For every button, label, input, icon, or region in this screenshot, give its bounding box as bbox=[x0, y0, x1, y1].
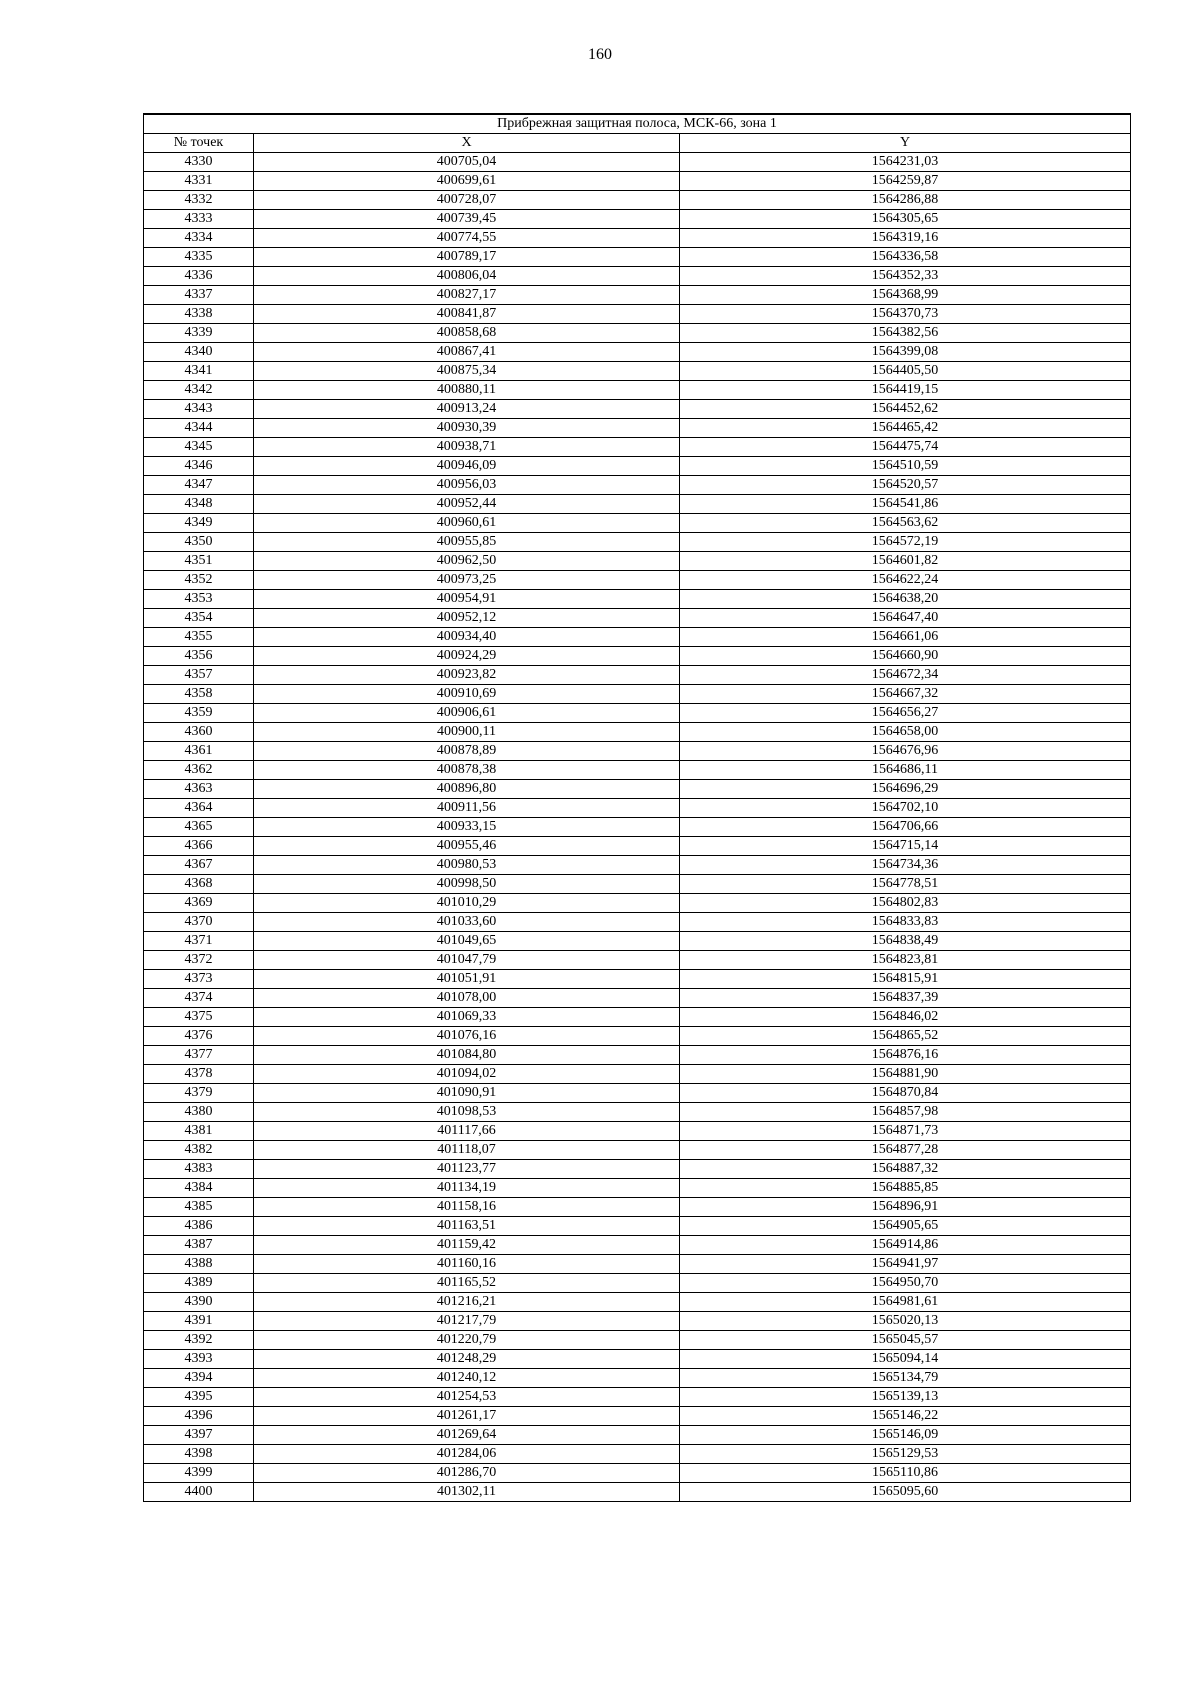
table-row bbox=[144, 590, 1131, 609]
point-number-cell: 4377 bbox=[144, 1046, 254, 1065]
y-cell: 1565146,09 bbox=[680, 1426, 1131, 1445]
table-row bbox=[144, 1255, 1131, 1274]
y-cell: 1564838,49 bbox=[680, 932, 1131, 951]
x-cell: 400875,34 bbox=[254, 362, 680, 381]
table-row bbox=[144, 1179, 1131, 1198]
point-number-cell: 4333 bbox=[144, 210, 254, 229]
table-row bbox=[144, 1198, 1131, 1217]
point-number-cell: 4337 bbox=[144, 286, 254, 305]
point-number-cell: 4341 bbox=[144, 362, 254, 381]
point-number-cell: 4362 bbox=[144, 761, 254, 780]
table-row bbox=[144, 704, 1131, 723]
point-number-cell: 4338 bbox=[144, 305, 254, 324]
point-number-cell: 4391 bbox=[144, 1312, 254, 1331]
point-number-cell: 4388 bbox=[144, 1255, 254, 1274]
point-number-cell: 4357 bbox=[144, 666, 254, 685]
y-cell: 1564676,96 bbox=[680, 742, 1131, 761]
x-cell: 401051,91 bbox=[254, 970, 680, 989]
table-row bbox=[144, 438, 1131, 457]
y-cell: 1565045,57 bbox=[680, 1331, 1131, 1350]
x-cell: 401261,17 bbox=[254, 1407, 680, 1426]
y-cell: 1564541,86 bbox=[680, 495, 1131, 514]
y-cell: 1564352,33 bbox=[680, 267, 1131, 286]
y-cell: 1564647,40 bbox=[680, 609, 1131, 628]
y-cell: 1564876,16 bbox=[680, 1046, 1131, 1065]
table-row bbox=[144, 875, 1131, 894]
column-header-x: X bbox=[254, 134, 680, 153]
x-cell: 400880,11 bbox=[254, 381, 680, 400]
point-number-cell: 4396 bbox=[144, 1407, 254, 1426]
table-row bbox=[144, 989, 1131, 1008]
table-row bbox=[144, 1122, 1131, 1141]
point-number-cell: 4365 bbox=[144, 818, 254, 837]
table-row bbox=[144, 1160, 1131, 1179]
point-number-cell: 4397 bbox=[144, 1426, 254, 1445]
table-row bbox=[144, 1331, 1131, 1350]
table-row bbox=[144, 1445, 1131, 1464]
table-row bbox=[144, 248, 1131, 267]
table-row bbox=[144, 286, 1131, 305]
x-cell: 400946,09 bbox=[254, 457, 680, 476]
point-number-cell: 4367 bbox=[144, 856, 254, 875]
table-row bbox=[144, 210, 1131, 229]
table-row bbox=[144, 1274, 1131, 1293]
point-number-cell: 4352 bbox=[144, 571, 254, 590]
table-row bbox=[144, 1141, 1131, 1160]
x-cell: 400954,91 bbox=[254, 590, 680, 609]
table-row bbox=[144, 818, 1131, 837]
table-row bbox=[144, 172, 1131, 191]
point-number-cell: 4343 bbox=[144, 400, 254, 419]
column-header-point-number: № точек bbox=[144, 134, 254, 153]
table-row bbox=[144, 856, 1131, 875]
x-cell: 400930,39 bbox=[254, 419, 680, 438]
table-row bbox=[144, 305, 1131, 324]
point-number-cell: 4371 bbox=[144, 932, 254, 951]
table-row bbox=[144, 1464, 1131, 1483]
table-row bbox=[144, 1217, 1131, 1236]
table-row bbox=[144, 1388, 1131, 1407]
y-cell: 1565139,13 bbox=[680, 1388, 1131, 1407]
point-number-cell: 4356 bbox=[144, 647, 254, 666]
y-cell: 1564715,14 bbox=[680, 837, 1131, 856]
x-cell: 401158,16 bbox=[254, 1198, 680, 1217]
point-number-cell: 4392 bbox=[144, 1331, 254, 1350]
point-number-cell: 4346 bbox=[144, 457, 254, 476]
y-cell: 1564696,29 bbox=[680, 780, 1131, 799]
y-cell: 1565110,86 bbox=[680, 1464, 1131, 1483]
x-cell: 401284,06 bbox=[254, 1445, 680, 1464]
x-cell: 401076,16 bbox=[254, 1027, 680, 1046]
y-cell: 1564419,15 bbox=[680, 381, 1131, 400]
y-cell: 1564887,32 bbox=[680, 1160, 1131, 1179]
x-cell: 400841,87 bbox=[254, 305, 680, 324]
y-cell: 1564336,58 bbox=[680, 248, 1131, 267]
x-cell: 400913,24 bbox=[254, 400, 680, 419]
point-number-cell: 4385 bbox=[144, 1198, 254, 1217]
table-row bbox=[144, 191, 1131, 210]
y-cell: 1564405,50 bbox=[680, 362, 1131, 381]
point-number-cell: 4398 bbox=[144, 1445, 254, 1464]
y-cell: 1564905,65 bbox=[680, 1217, 1131, 1236]
point-number-cell: 4342 bbox=[144, 381, 254, 400]
y-cell: 1564706,66 bbox=[680, 818, 1131, 837]
y-cell: 1564823,81 bbox=[680, 951, 1131, 970]
x-cell: 401090,91 bbox=[254, 1084, 680, 1103]
y-cell: 1564465,42 bbox=[680, 419, 1131, 438]
table-row bbox=[144, 666, 1131, 685]
x-cell: 400878,89 bbox=[254, 742, 680, 761]
table-row bbox=[144, 381, 1131, 400]
table-row bbox=[144, 742, 1131, 761]
point-number-cell: 4374 bbox=[144, 989, 254, 1008]
y-cell: 1564520,57 bbox=[680, 476, 1131, 495]
x-cell: 400923,82 bbox=[254, 666, 680, 685]
y-cell: 1564981,61 bbox=[680, 1293, 1131, 1312]
x-cell: 400699,61 bbox=[254, 172, 680, 191]
x-cell: 401094,02 bbox=[254, 1065, 680, 1084]
x-cell: 401160,16 bbox=[254, 1255, 680, 1274]
point-number-cell: 4359 bbox=[144, 704, 254, 723]
table-row bbox=[144, 343, 1131, 362]
table-row bbox=[144, 1312, 1131, 1331]
y-cell: 1564885,85 bbox=[680, 1179, 1131, 1198]
x-cell: 401269,64 bbox=[254, 1426, 680, 1445]
table-row bbox=[144, 1103, 1131, 1122]
x-cell: 401302,11 bbox=[254, 1483, 680, 1502]
y-cell: 1564368,99 bbox=[680, 286, 1131, 305]
table-row bbox=[144, 647, 1131, 666]
x-cell: 401118,07 bbox=[254, 1141, 680, 1160]
y-cell: 1565094,14 bbox=[680, 1350, 1131, 1369]
table-row bbox=[144, 1350, 1131, 1369]
table-row bbox=[144, 153, 1131, 172]
x-cell: 400858,68 bbox=[254, 324, 680, 343]
x-cell: 400806,04 bbox=[254, 267, 680, 286]
x-cell: 400956,03 bbox=[254, 476, 680, 495]
y-cell: 1564622,24 bbox=[680, 571, 1131, 590]
point-number-cell: 4389 bbox=[144, 1274, 254, 1293]
x-cell: 400900,11 bbox=[254, 723, 680, 742]
x-cell: 400906,61 bbox=[254, 704, 680, 723]
x-cell: 400980,53 bbox=[254, 856, 680, 875]
point-number-cell: 4349 bbox=[144, 514, 254, 533]
x-cell: 400739,45 bbox=[254, 210, 680, 229]
point-number-cell: 4354 bbox=[144, 609, 254, 628]
x-cell: 401098,53 bbox=[254, 1103, 680, 1122]
y-cell: 1564881,90 bbox=[680, 1065, 1131, 1084]
y-cell: 1564656,27 bbox=[680, 704, 1131, 723]
point-number-cell: 4366 bbox=[144, 837, 254, 856]
y-cell: 1564370,73 bbox=[680, 305, 1131, 324]
y-cell: 1564778,51 bbox=[680, 875, 1131, 894]
x-cell: 401117,66 bbox=[254, 1122, 680, 1141]
point-number-cell: 4381 bbox=[144, 1122, 254, 1141]
y-cell: 1564896,91 bbox=[680, 1198, 1131, 1217]
table-row bbox=[144, 1046, 1131, 1065]
x-cell: 400911,56 bbox=[254, 799, 680, 818]
y-cell: 1564660,90 bbox=[680, 647, 1131, 666]
y-cell: 1565020,13 bbox=[680, 1312, 1131, 1331]
x-cell: 401069,33 bbox=[254, 1008, 680, 1027]
coordinates-table bbox=[143, 113, 1131, 1502]
y-cell: 1564833,83 bbox=[680, 913, 1131, 932]
y-cell: 1564702,10 bbox=[680, 799, 1131, 818]
point-number-cell: 4386 bbox=[144, 1217, 254, 1236]
point-number-cell: 4344 bbox=[144, 419, 254, 438]
y-cell: 1564837,39 bbox=[680, 989, 1131, 1008]
x-cell: 400955,46 bbox=[254, 837, 680, 856]
x-cell: 401084,80 bbox=[254, 1046, 680, 1065]
point-number-cell: 4340 bbox=[144, 343, 254, 362]
y-cell: 1564319,16 bbox=[680, 229, 1131, 248]
y-cell: 1564686,11 bbox=[680, 761, 1131, 780]
table-body bbox=[144, 153, 1131, 1502]
y-cell: 1564871,73 bbox=[680, 1122, 1131, 1141]
table-row bbox=[144, 932, 1131, 951]
x-cell: 400867,41 bbox=[254, 343, 680, 362]
x-cell: 400998,50 bbox=[254, 875, 680, 894]
y-cell: 1564802,83 bbox=[680, 894, 1131, 913]
table-row bbox=[144, 799, 1131, 818]
point-number-cell: 4368 bbox=[144, 875, 254, 894]
y-cell: 1564950,70 bbox=[680, 1274, 1131, 1293]
point-number-cell: 4372 bbox=[144, 951, 254, 970]
point-number-cell: 4355 bbox=[144, 628, 254, 647]
point-number-cell: 4376 bbox=[144, 1027, 254, 1046]
table-row bbox=[144, 837, 1131, 856]
table-row bbox=[144, 1084, 1131, 1103]
table-row bbox=[144, 970, 1131, 989]
y-cell: 1564870,84 bbox=[680, 1084, 1131, 1103]
x-cell: 400789,17 bbox=[254, 248, 680, 267]
x-cell: 400774,55 bbox=[254, 229, 680, 248]
table-row bbox=[144, 894, 1131, 913]
table-row bbox=[144, 552, 1131, 571]
point-number-cell: 4331 bbox=[144, 172, 254, 191]
x-cell: 400924,29 bbox=[254, 647, 680, 666]
point-number-cell: 4360 bbox=[144, 723, 254, 742]
point-number-cell: 4375 bbox=[144, 1008, 254, 1027]
point-number-cell: 4347 bbox=[144, 476, 254, 495]
point-number-cell: 4361 bbox=[144, 742, 254, 761]
x-cell: 401248,29 bbox=[254, 1350, 680, 1369]
table-row bbox=[144, 951, 1131, 970]
table-row bbox=[144, 362, 1131, 381]
page-number: 160 bbox=[588, 46, 612, 63]
x-cell: 401123,77 bbox=[254, 1160, 680, 1179]
x-cell: 401159,42 bbox=[254, 1236, 680, 1255]
column-header-y: Y bbox=[680, 134, 1131, 153]
point-number-cell: 4370 bbox=[144, 913, 254, 932]
point-number-cell: 4335 bbox=[144, 248, 254, 267]
y-cell: 1564857,98 bbox=[680, 1103, 1131, 1122]
table-row bbox=[144, 571, 1131, 590]
x-cell: 400896,80 bbox=[254, 780, 680, 799]
table-row bbox=[144, 913, 1131, 932]
table-row bbox=[144, 400, 1131, 419]
table-row bbox=[144, 1483, 1131, 1502]
x-cell: 401033,60 bbox=[254, 913, 680, 932]
x-cell: 400728,07 bbox=[254, 191, 680, 210]
table-row bbox=[144, 1426, 1131, 1445]
table-row bbox=[144, 1008, 1131, 1027]
point-number-cell: 4395 bbox=[144, 1388, 254, 1407]
point-number-cell: 4394 bbox=[144, 1369, 254, 1388]
point-number-cell: 4353 bbox=[144, 590, 254, 609]
y-cell: 1564475,74 bbox=[680, 438, 1131, 457]
x-cell: 400910,69 bbox=[254, 685, 680, 704]
table-row bbox=[144, 1027, 1131, 1046]
table-row bbox=[144, 780, 1131, 799]
point-number-cell: 4373 bbox=[144, 970, 254, 989]
x-cell: 401163,51 bbox=[254, 1217, 680, 1236]
point-number-cell: 4378 bbox=[144, 1065, 254, 1084]
x-cell: 401010,29 bbox=[254, 894, 680, 913]
point-number-cell: 4363 bbox=[144, 780, 254, 799]
y-cell: 1564658,00 bbox=[680, 723, 1131, 742]
y-cell: 1564563,62 bbox=[680, 514, 1131, 533]
y-cell: 1564510,59 bbox=[680, 457, 1131, 476]
y-cell: 1564672,34 bbox=[680, 666, 1131, 685]
table-row bbox=[144, 533, 1131, 552]
y-cell: 1564231,03 bbox=[680, 153, 1131, 172]
point-number-cell: 4332 bbox=[144, 191, 254, 210]
x-cell: 400938,71 bbox=[254, 438, 680, 457]
y-cell: 1565134,79 bbox=[680, 1369, 1131, 1388]
point-number-cell: 4351 bbox=[144, 552, 254, 571]
table-title: Прибрежная защитная полоса, МСК-66, зона 1 bbox=[144, 114, 1131, 134]
point-number-cell: 4350 bbox=[144, 533, 254, 552]
x-cell: 400952,12 bbox=[254, 609, 680, 628]
point-number-cell: 4382 bbox=[144, 1141, 254, 1160]
point-number-cell: 4384 bbox=[144, 1179, 254, 1198]
point-number-cell: 4369 bbox=[144, 894, 254, 913]
x-cell: 400705,04 bbox=[254, 153, 680, 172]
point-number-cell: 4336 bbox=[144, 267, 254, 286]
x-cell: 401134,19 bbox=[254, 1179, 680, 1198]
y-cell: 1564638,20 bbox=[680, 590, 1131, 609]
x-cell: 400955,85 bbox=[254, 533, 680, 552]
y-cell: 1564452,62 bbox=[680, 400, 1131, 419]
table-row bbox=[144, 476, 1131, 495]
x-cell: 401049,65 bbox=[254, 932, 680, 951]
y-cell: 1565129,53 bbox=[680, 1445, 1131, 1464]
point-number-cell: 4379 bbox=[144, 1084, 254, 1103]
table-row bbox=[144, 1236, 1131, 1255]
table-row bbox=[144, 419, 1131, 438]
x-cell: 401165,52 bbox=[254, 1274, 680, 1293]
point-number-cell: 4387 bbox=[144, 1236, 254, 1255]
x-cell: 400827,17 bbox=[254, 286, 680, 305]
table-row bbox=[144, 1293, 1131, 1312]
y-cell: 1564572,19 bbox=[680, 533, 1131, 552]
x-cell: 401286,70 bbox=[254, 1464, 680, 1483]
table-row bbox=[144, 324, 1131, 343]
table-row bbox=[144, 1369, 1131, 1388]
y-cell: 1564846,02 bbox=[680, 1008, 1131, 1027]
point-number-cell: 4364 bbox=[144, 799, 254, 818]
x-cell: 400962,50 bbox=[254, 552, 680, 571]
y-cell: 1564382,56 bbox=[680, 324, 1131, 343]
x-cell: 401078,00 bbox=[254, 989, 680, 1008]
table-row bbox=[144, 495, 1131, 514]
y-cell: 1564877,28 bbox=[680, 1141, 1131, 1160]
point-number-cell: 4358 bbox=[144, 685, 254, 704]
y-cell: 1564399,08 bbox=[680, 343, 1131, 362]
table-row bbox=[144, 723, 1131, 742]
y-cell: 1564914,86 bbox=[680, 1236, 1131, 1255]
x-cell: 400933,15 bbox=[254, 818, 680, 837]
x-cell: 400973,25 bbox=[254, 571, 680, 590]
x-cell: 401254,53 bbox=[254, 1388, 680, 1407]
x-cell: 401240,12 bbox=[254, 1369, 680, 1388]
point-number-cell: 4393 bbox=[144, 1350, 254, 1369]
y-cell: 1564941,97 bbox=[680, 1255, 1131, 1274]
x-cell: 400952,44 bbox=[254, 495, 680, 514]
point-number-cell: 4339 bbox=[144, 324, 254, 343]
x-cell: 401217,79 bbox=[254, 1312, 680, 1331]
x-cell: 400960,61 bbox=[254, 514, 680, 533]
y-cell: 1564734,36 bbox=[680, 856, 1131, 875]
table-row bbox=[144, 1065, 1131, 1084]
y-cell: 1565146,22 bbox=[680, 1407, 1131, 1426]
table-row bbox=[144, 457, 1131, 476]
table-row bbox=[144, 685, 1131, 704]
point-number-cell: 4334 bbox=[144, 229, 254, 248]
point-number-cell: 4399 bbox=[144, 1464, 254, 1483]
x-cell: 400934,40 bbox=[254, 628, 680, 647]
table-row bbox=[144, 267, 1131, 286]
point-number-cell: 4400 bbox=[144, 1483, 254, 1502]
point-number-cell: 4345 bbox=[144, 438, 254, 457]
y-cell: 1564601,82 bbox=[680, 552, 1131, 571]
x-cell: 401216,21 bbox=[254, 1293, 680, 1312]
table-row bbox=[144, 514, 1131, 533]
y-cell: 1564259,87 bbox=[680, 172, 1131, 191]
y-cell: 1565095,60 bbox=[680, 1483, 1131, 1502]
y-cell: 1564661,06 bbox=[680, 628, 1131, 647]
point-number-cell: 4383 bbox=[144, 1160, 254, 1179]
point-number-cell: 4380 bbox=[144, 1103, 254, 1122]
y-cell: 1564865,52 bbox=[680, 1027, 1131, 1046]
point-number-cell: 4348 bbox=[144, 495, 254, 514]
y-cell: 1564815,91 bbox=[680, 970, 1131, 989]
x-cell: 400878,38 bbox=[254, 761, 680, 780]
table-row bbox=[144, 628, 1131, 647]
y-cell: 1564667,32 bbox=[680, 685, 1131, 704]
x-cell: 401220,79 bbox=[254, 1331, 680, 1350]
point-number-cell: 4330 bbox=[144, 153, 254, 172]
y-cell: 1564305,65 bbox=[680, 210, 1131, 229]
x-cell: 401047,79 bbox=[254, 951, 680, 970]
table-row bbox=[144, 229, 1131, 248]
table-row bbox=[144, 1407, 1131, 1426]
table-row bbox=[144, 761, 1131, 780]
point-number-cell: 4390 bbox=[144, 1293, 254, 1312]
table-row bbox=[144, 609, 1131, 628]
y-cell: 1564286,88 bbox=[680, 191, 1131, 210]
